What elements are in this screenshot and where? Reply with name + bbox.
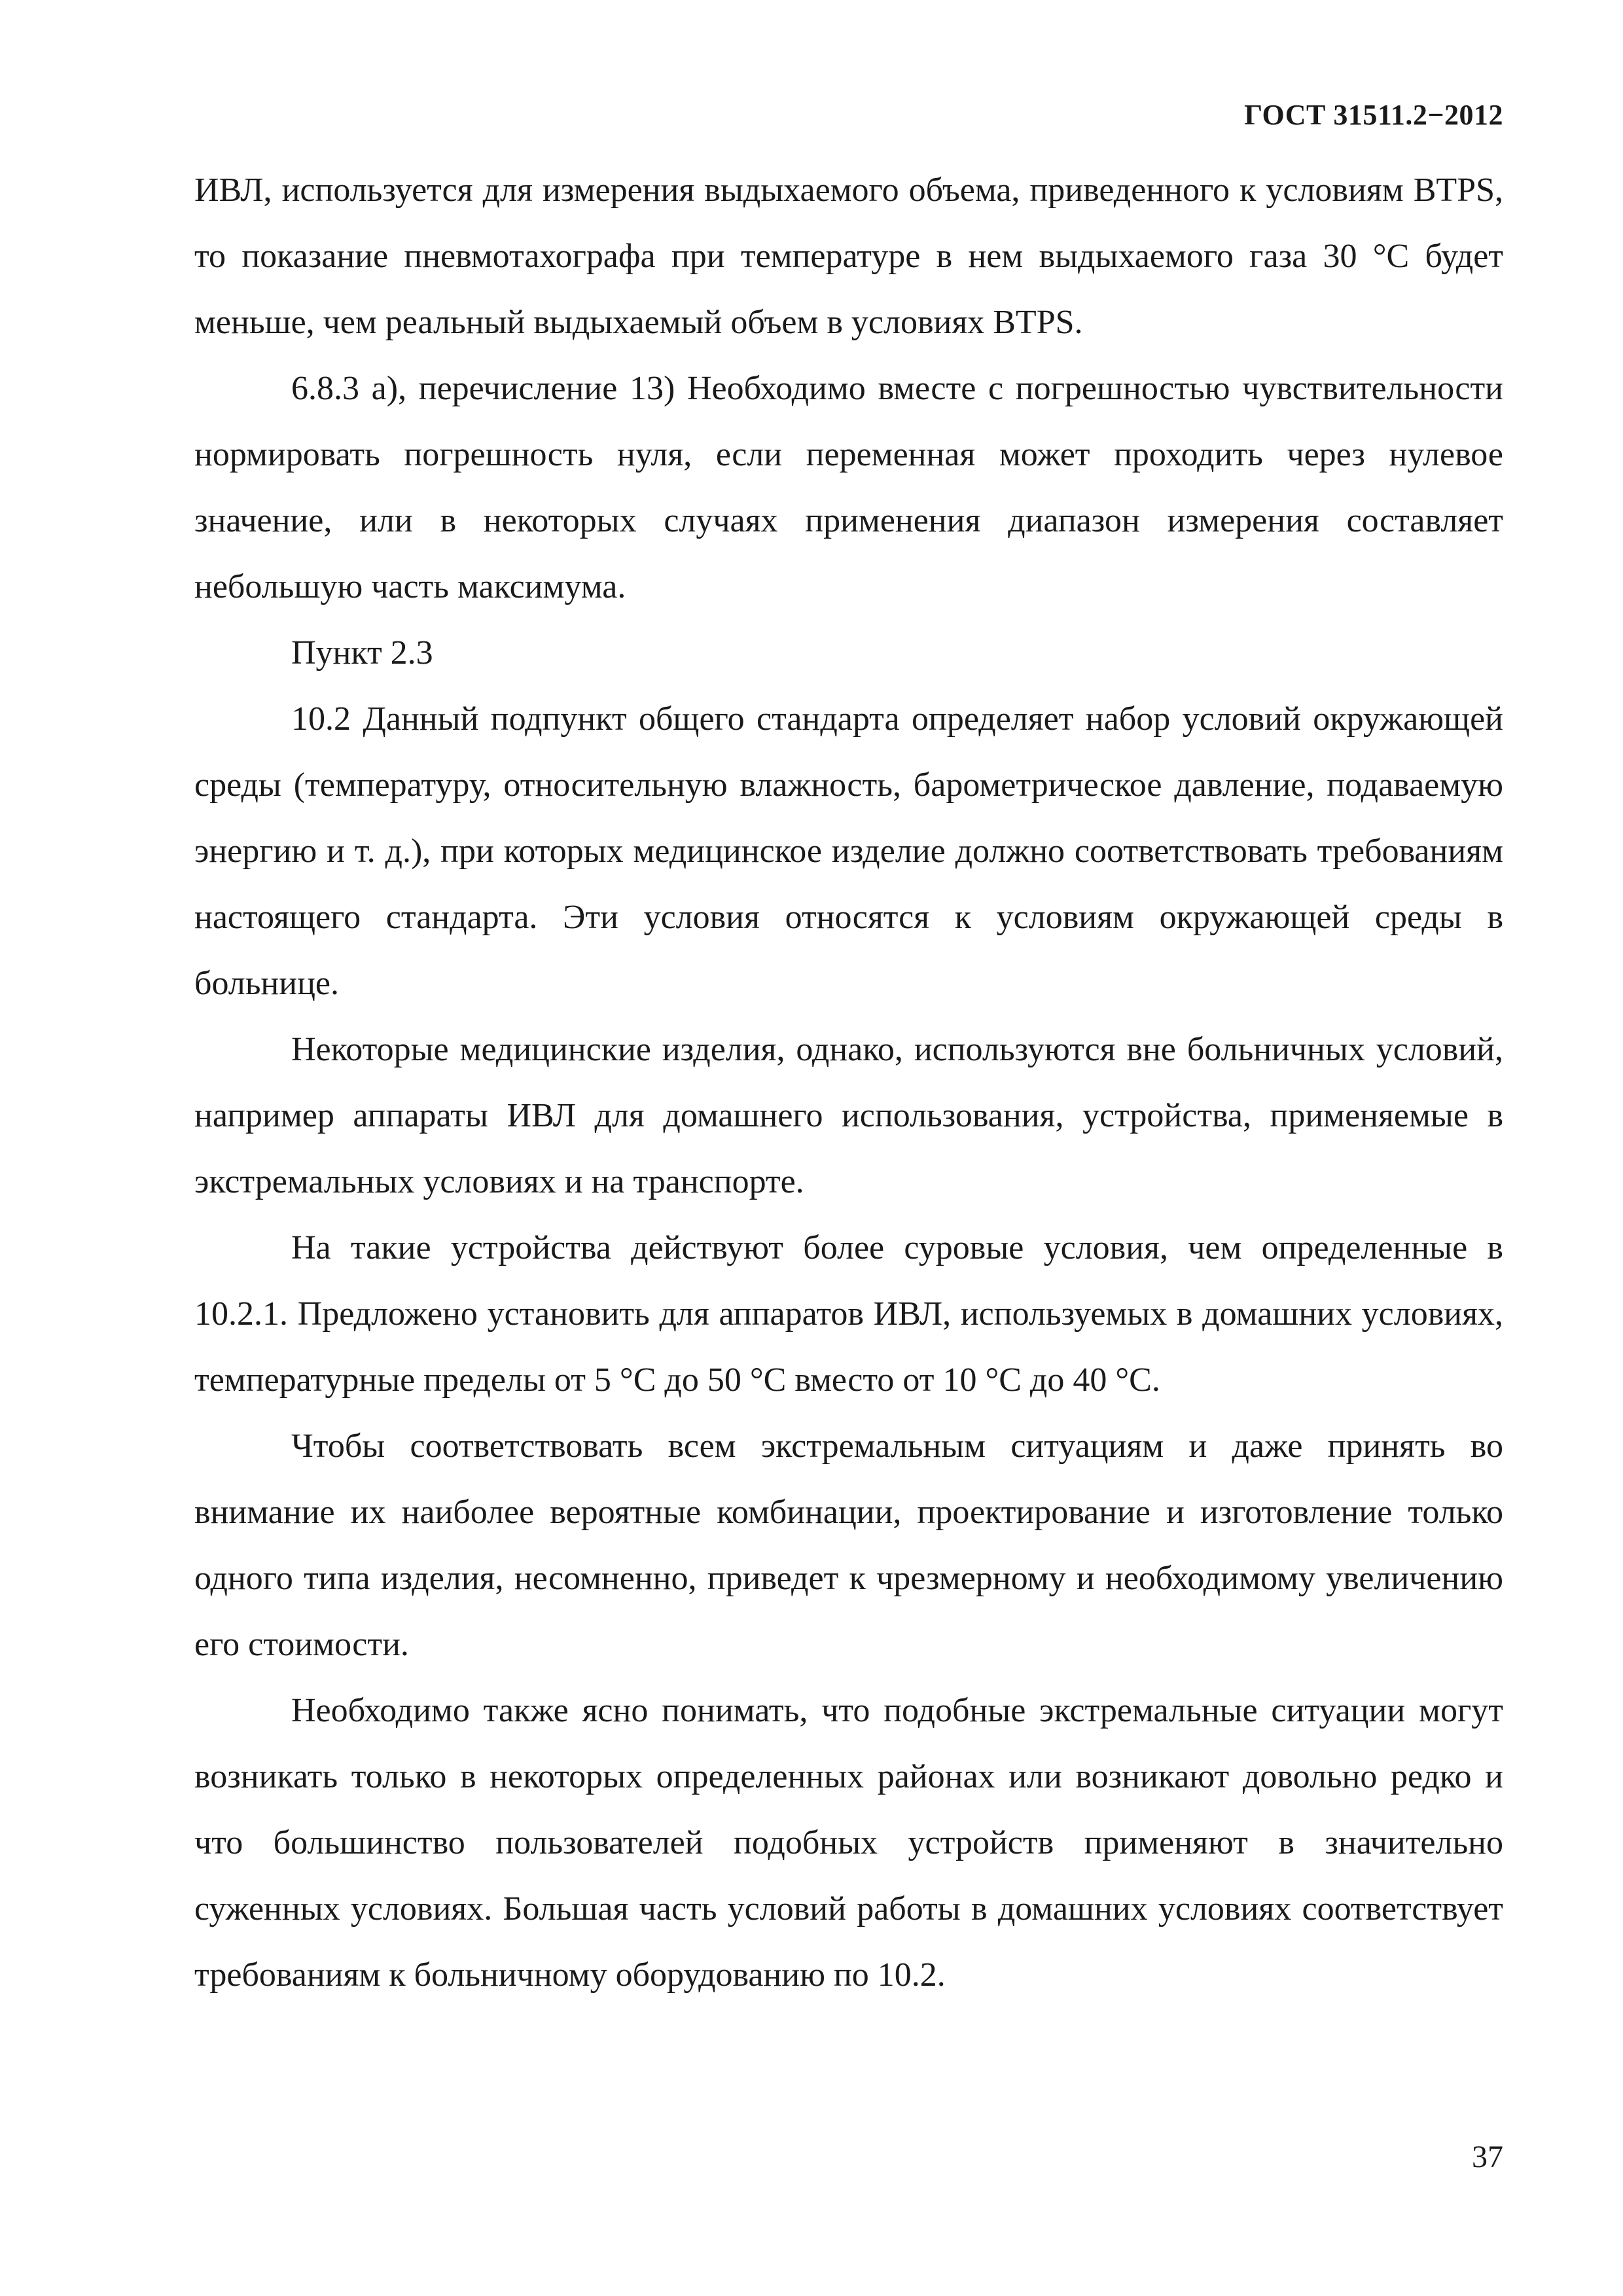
paragraph-extreme-situations: Чтобы соответствовать всем экстремальным ситуациям и даже принять во внимание их наиболее вероятные комбинации, проектирование и изготовление только одного типа изделия, несомненно, приведет к чрезмерному и необходимому увеличению его стоимости. xyxy=(194,1427,1503,1663)
paragraph-10-2: 10.2 Данный подпункт общего стандарта определяет набор условий окружающей среды (температуру, относительную влажность, барометрическое давление, подаваемую энергию и т. д.), при которых медицинское изделие должно соответствовать требованиям настоящего стандарта. Эти условия относятся к условиям окружающей среды в больнице. xyxy=(194,700,1503,1002)
paragraph-home-conditions: Необходимо также ясно понимать, что подобные экстремальные ситуации могут возникать только в некоторых определенных районах или возникают довольно редко и что большинство пользователей подобных устройств применяют в значительно суженных условиях. Большая часть условий работы в домашних условиях соответствует требованиям к больничному оборудованию по 10.2. xyxy=(194,1692,1503,1994)
paragraph-continuation: ИВЛ, используется для измерения выдыхаемого объема, приведенного к условиям BTPS, то показание пневмотахографа при температуре в нем выдыхаемого газа 30 °С будет меньше, чем реальный выдыхаемый объем в условиях BTPS. xyxy=(194,171,1503,341)
page-number: 37 xyxy=(1472,2140,1503,2174)
paragraph-clause-heading: Пункт 2.3 xyxy=(291,634,433,672)
body-text xyxy=(194,157,1503,2008)
paragraph-outside-hospital: Некоторые медицинские изделия, однако, используются вне больничных условий, например аппараты ИВЛ для домашнего использования, устройства, применяемые в экстремальных условиях и на транспорте. xyxy=(194,1031,1503,1200)
paragraph-temperature-limits: На такие устройства действуют более суровые условия, чем определенные в 10.2.1. Предложено установить для аппаратов ИВЛ, используемых в домашних условиях, температурные пределы от 5 °С до 50 °С вместо от 10 °С до 40 °С. xyxy=(194,1229,1503,1399)
document-id-header: ГОСТ 31511.2−2012 xyxy=(1244,99,1503,131)
paragraph-6-8-3: 6.8.3 а), перечисление 13) Необходимо вместе с погрешностью чувствительности нормировать погрешность нуля, если переменная может проходить через нулевое значение, или в некоторых случаях применения диапазон измерения составляет небольшую часть максимума. xyxy=(194,370,1503,605)
